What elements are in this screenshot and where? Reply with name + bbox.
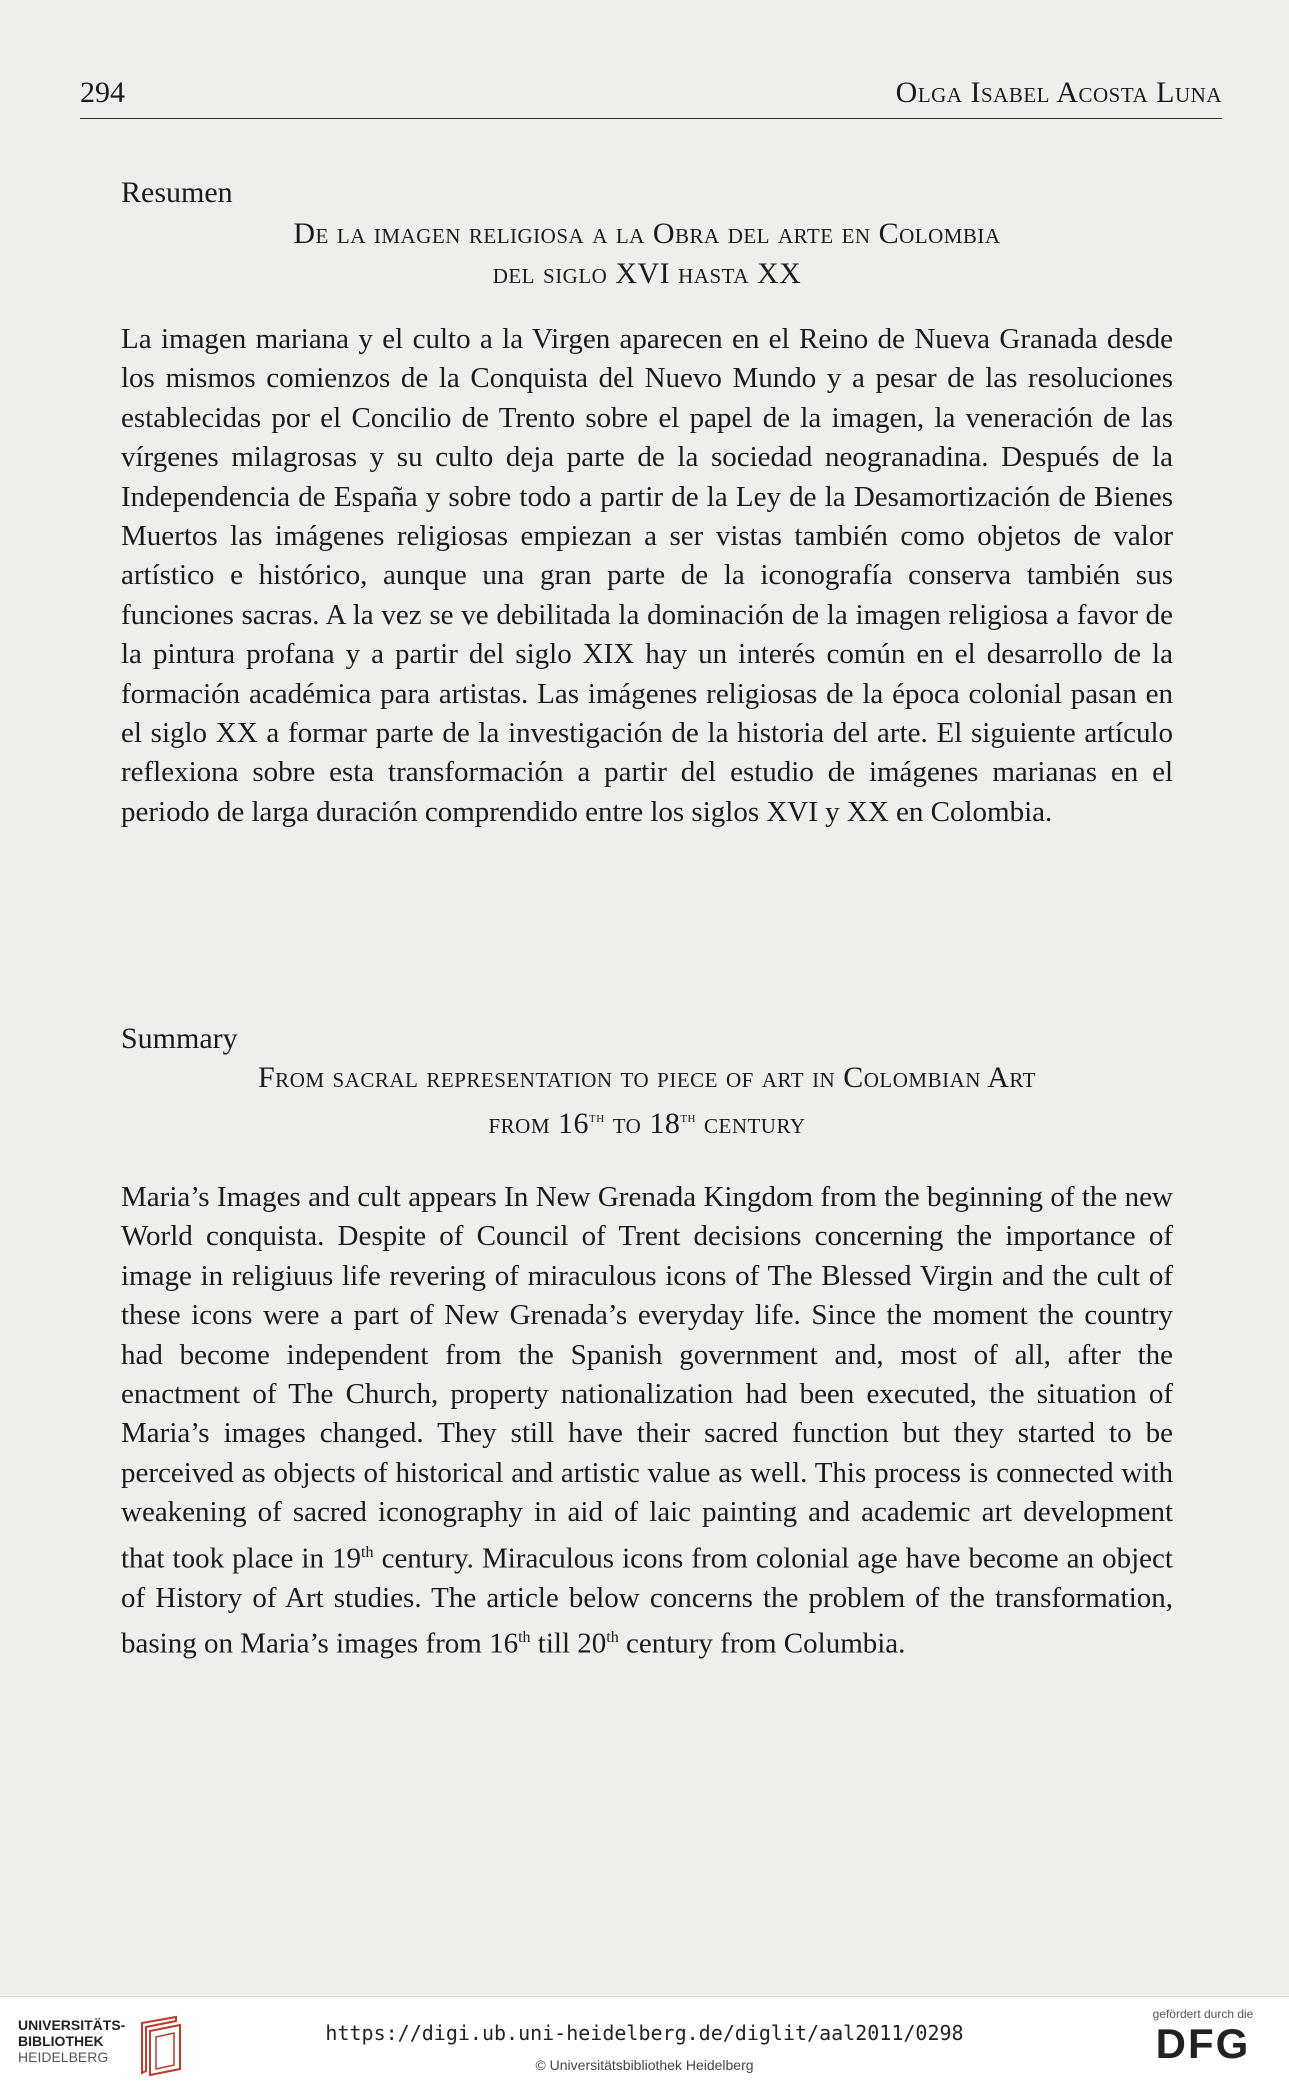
summary-label: Summary — [121, 1022, 238, 1055]
dfg-logo-icon: DFG — [1155, 2020, 1251, 2067]
library-name-line1: UNIVERSITÄTS- — [18, 2017, 126, 2033]
summary-section — [121, 1020, 1173, 1664]
resumen-body: La imagen mariana y el culto a la Virgen aparecen en el Reino de Nueva Granada desde los mismos comienzos de la Conquista del Nuevo Mundo y a pesar de las resoluciones establecidas por el Concilio de Trento sobre el papel de la imagen, la veneración de las vírgenes milagrosas y su culto deja parte de la sociedad neogranadina. Después de la Independencia de España y sobre todo a partir de la Ley de la Desamortización de Bienes Muertos las imágenes religiosas empiezan a ser vistas también como objetos de valor artístico e histórico, aunque una gran parte de la iconografía conserva también sus funciones sacras. A la vez se ve debilitada la dominación de la imagen religiosa a favor de la pintura profana y a partir del siglo XIX hay un interés común en el desarrollo de la formación académica para artistas. Las imágenes religiosas de la época colonial pasan en el siglo XX a formar parte de la investigación de la historia del arte. El siguiente artículo reflexiona sobre esta transformación a partir del estudio de imágenes marianas en el periodo de larga duración comprendido entre los siglos XVI y XX en Colombia. — [121, 323, 1173, 828]
permalink-url[interactable]: https://digi.ub.uni-heidelberg.de/diglit/aal2011/0298 — [325, 2021, 964, 2045]
page-number: 294 — [80, 76, 125, 109]
resumen-label: Resumen — [121, 176, 233, 209]
library-name-line3: HEIDELBERG — [18, 2049, 109, 2065]
resumen-section — [121, 174, 1173, 832]
viewer-footer — [0, 1996, 1289, 2090]
resumen-title-line1: De la imagen religiosa a la Obra del arte en Colombia — [293, 217, 1001, 250]
running-head-author: Olga Isabel Acosta Luna — [895, 76, 1222, 109]
summary-title — [121, 1058, 1173, 1144]
copyright-notice: © Universitätsbibliothek Heidelberg — [535, 2057, 754, 2073]
funder-caption: gefördert durch die — [1152, 2007, 1254, 2021]
page-header — [80, 76, 1222, 119]
summary-title-line2: from 16th to 18th century — [488, 1107, 806, 1140]
library-name-line2: BIBLIOTHEK — [18, 2033, 104, 2049]
summary-title-line1: From sacral representation to piece of art in Colombian Art — [258, 1061, 1036, 1094]
dfg-funder-logo[interactable] — [1143, 2007, 1263, 2083]
resumen-title — [121, 214, 1173, 294]
summary-body: Maria’s Images and cult appears In New Grenada Kingdom from the beginning of the new World conquista. Despite of Council of Trent decisions concerning the importance of image in religiuus life revering of miraculous icons of The Blessed Virgin and the cult of these icons were a part of New Grenada’s everyday life. Since the moment the country had become independent from the Spanish government and, most of all, after the enactment of The Church, property nationalization had been executed, the situation of Maria’s images changed. They still have their sacred function but they started to be perceived as objects of historical and artistic value as well. This process is connected with weakening of sacred iconography in aid of laic painting and academic art development that took place in 19th century. Miraculous icons from colonial age have become an object of History of Art studies. The article below concerns the problem of the transformation, basing on Maria’s images from 16th till 20th century from Columbia. — [121, 1181, 1173, 1660]
resumen-title-line2: del siglo XVI hasta XX — [492, 257, 802, 290]
